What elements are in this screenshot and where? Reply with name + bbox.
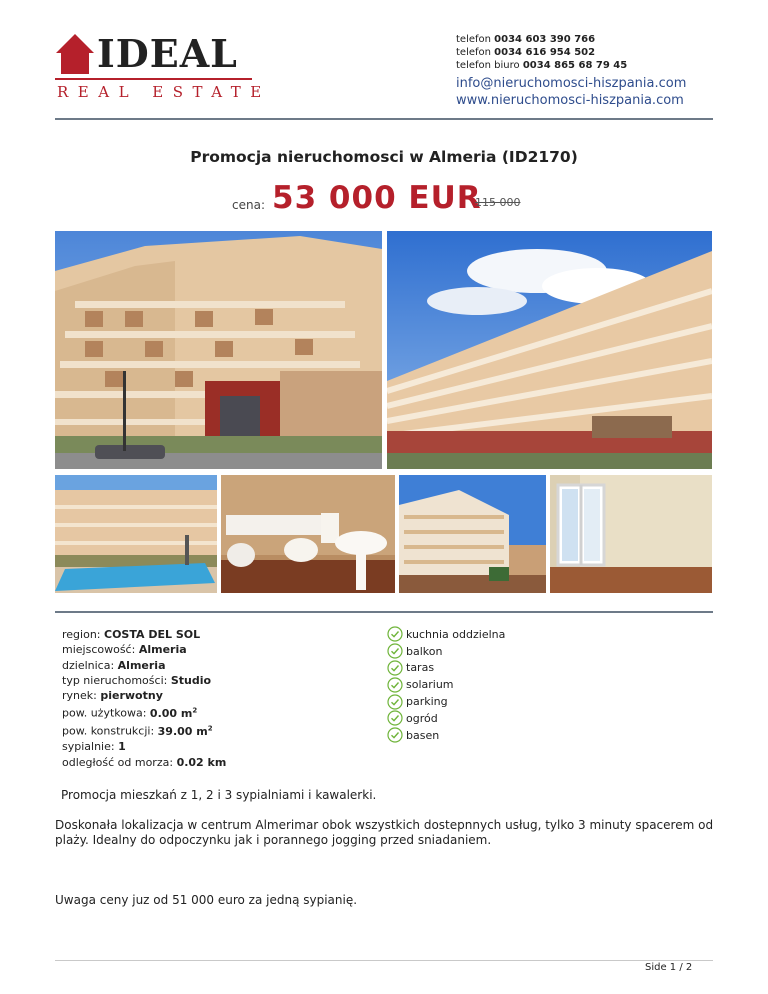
ideal-logo [55, 31, 271, 103]
website-link[interactable]: www.nieruchomosci-hiszpania.com [456, 93, 684, 108]
check-circle-icon [387, 626, 403, 642]
check-circle-icon [387, 694, 403, 710]
detail-market: rynek: pierwotny [62, 689, 163, 703]
photo-room-balcony-door[interactable] [550, 475, 712, 593]
photo-pool-area[interactable] [55, 475, 217, 593]
photo-building-side-view[interactable] [399, 475, 546, 593]
detail-district: dzielnica: Almeria [62, 658, 166, 672]
feature-item: kuchnia oddzielna [387, 626, 505, 643]
detail-region: region: COSTA DEL SOL [62, 628, 201, 641]
page-title: Promocja nieruchomosci w Almeria (ID2170) [190, 148, 578, 166]
detail-built-area: pow. konstrukcji: 39.00 $m^2$ [62, 724, 213, 739]
price-label: cena: [232, 198, 265, 212]
feature-item: parking [387, 693, 505, 710]
check-circle-icon [387, 710, 403, 726]
phone-number[interactable]: 0034 603 390 766 [494, 34, 596, 45]
phone-line: telefon 0034 603 390 766 [456, 34, 596, 45]
photo-bathroom[interactable] [221, 475, 395, 593]
contact-block [456, 33, 686, 109]
house-logo-icon [55, 33, 95, 75]
detail-sea-distance: odległość od morza: 0.02 km [62, 755, 227, 769]
check-circle-icon [387, 677, 403, 693]
description-location: Doskonała lokalizacja w centrum Almerimar obok wszystkich dostepnnych usług, tylko 3 minuty spacerem od plaży. Idealny do odpoczynku jak i porannego jogging przed sniadaniem. [55, 818, 714, 847]
phone-number[interactable]: 0034 865 68 79 45 [522, 60, 628, 71]
phone-line: telefon 0034 616 954 502 [456, 47, 596, 58]
photo-building-exterior-street[interactable] [55, 231, 382, 469]
check-circle-icon [387, 727, 403, 743]
check-circle-icon [387, 643, 403, 659]
header-divider [55, 118, 713, 120]
email-link[interactable]: info@nieruchomosci-hiszpania.com [456, 76, 687, 91]
description-intro: Promocja mieszkań z 1, 2 i 3 sypialniami i kawalerki. [61, 788, 377, 802]
property-details [62, 627, 226, 770]
detail-usable-area: pow. użytkowa: 0.00 $m^2$ [62, 706, 198, 721]
photo-building-exterior-sky[interactable] [387, 231, 712, 469]
old-price: 115 000 [475, 196, 521, 209]
check-circle-icon [387, 660, 403, 676]
feature-item: balkon [387, 643, 505, 660]
feature-item: taras [387, 660, 505, 677]
feature-item: basen [387, 727, 505, 744]
page-number: Side 1 / 2 [645, 962, 693, 973]
description-note: Uwaga ceny juz od 51 000 euro za jedną sypianię. [55, 893, 358, 907]
phone-number[interactable]: 0034 616 954 502 [494, 47, 596, 58]
feature-list [387, 626, 505, 744]
feature-item: ogród [387, 710, 505, 727]
detail-type: typ nieruchomości: Studio [62, 673, 212, 687]
detail-bedrooms: sypialnie: 1 [62, 740, 126, 754]
logo-divider [55, 78, 252, 80]
detail-town: miejscowość: Almeria [62, 643, 187, 657]
phone-line: telefon biuro 0034 865 68 79 45 [456, 60, 628, 71]
feature-item: solarium [387, 676, 505, 693]
price-value: 53 000 EUR [272, 180, 482, 216]
details-divider [55, 611, 713, 613]
footer-divider [55, 960, 713, 961]
logo-tagline: REAL ESTATE [57, 83, 271, 101]
logo-wordmark: IDEAL [97, 31, 238, 76]
